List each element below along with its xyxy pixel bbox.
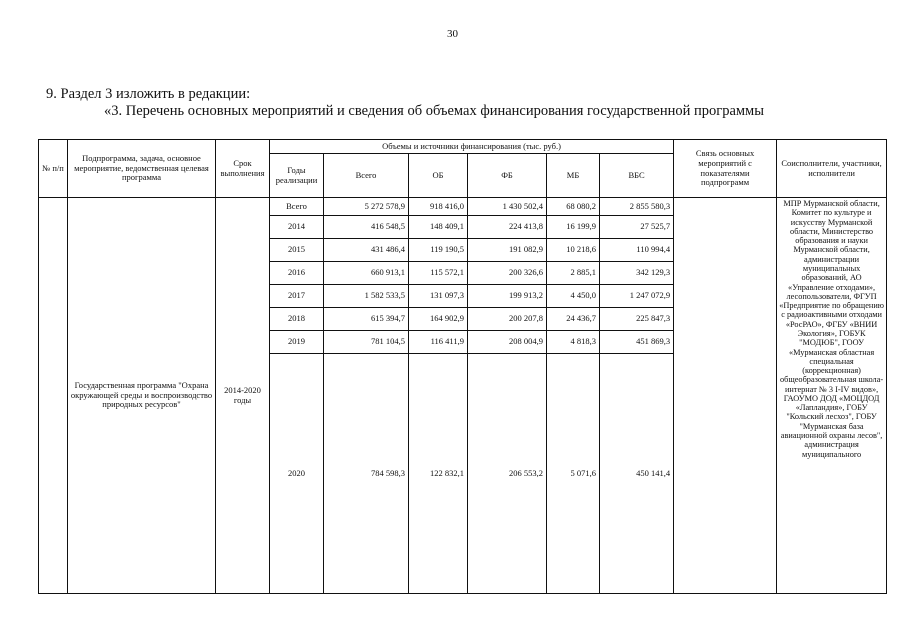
total-cell: 615 394,7	[324, 308, 409, 331]
row-number-cell	[39, 198, 68, 594]
header-executors: Соисполнители, участники, исполнители	[777, 140, 887, 198]
mb-cell: 68 080,2	[547, 198, 600, 216]
header-years: Годы реализации	[270, 154, 324, 198]
fb-cell: 206 553,2	[468, 354, 547, 594]
header-num: № п/п	[39, 140, 68, 198]
ob-cell: 164 902,9	[409, 308, 468, 331]
year-cell: Всего	[270, 198, 324, 216]
fb-cell: 199 913,2	[468, 285, 547, 308]
fb-cell: 191 082,9	[468, 239, 547, 262]
indicator-link-cell	[674, 198, 777, 594]
header-vbs: ВБС	[600, 154, 674, 198]
vbs-cell: 451 869,3	[600, 331, 674, 354]
year-cell: 2014	[270, 216, 324, 239]
page-number: 30	[447, 28, 458, 40]
total-cell: 5 272 578,9	[324, 198, 409, 216]
year-cell: 2020	[270, 354, 324, 594]
header-link: Связь основных мероприятий с показателями подпрограмм	[674, 140, 777, 198]
header-funding-group: Объемы и источники финансирования (тыс. руб.)	[270, 140, 674, 154]
ob-cell: 119 190,5	[409, 239, 468, 262]
header-total: Всего	[324, 154, 409, 198]
program-period-cell: 2014-2020 годы	[216, 198, 270, 594]
header-ob: ОБ	[409, 154, 468, 198]
header-fb: ФБ	[468, 154, 547, 198]
mb-cell: 16 199,9	[547, 216, 600, 239]
year-cell: 2019	[270, 331, 324, 354]
year-cell: 2015	[270, 239, 324, 262]
vbs-cell: 2 855 580,3	[600, 198, 674, 216]
table-row	[39, 198, 887, 216]
total-cell: 781 104,5	[324, 331, 409, 354]
ob-cell: 122 832,1	[409, 354, 468, 594]
vbs-cell: 27 525,7	[600, 216, 674, 239]
fb-cell: 200 207,8	[468, 308, 547, 331]
ob-cell: 918 416,0	[409, 198, 468, 216]
header-period: Срок выполнения	[216, 140, 270, 198]
ob-cell: 148 409,1	[409, 216, 468, 239]
header-mb: МБ	[547, 154, 600, 198]
ob-cell: 116 411,9	[409, 331, 468, 354]
executors-cell: МПР Мурманской области, Комитет по культуре и искусству Мурманской области, Министерство образования и науки Мурманской области, администрации муниципальных образований, АО «Управление отходами», лесопользователи, ФГУП «Предприятие по обращению с радиоактивными отходами «РосРАО», ФГБУ «ВНИИ Экология», ГОБУК "МОДЮБ", ГООУ «Мурманская областная специальная (коррекционная) общеобразовательная школа-интернат № 3 I-IV видов», ГАОУМО ДОД «МОЦДОД «Лапландия», ГОБУ "Кольский лесхоз", ГОБУ "Мурманская база авиационной охраны лесов", администрация муниципального	[777, 198, 887, 594]
fb-cell: 224 413,8	[468, 216, 547, 239]
total-cell: 784 598,3	[324, 354, 409, 594]
vbs-cell: 342 129,3	[600, 262, 674, 285]
year-cell: 2018	[270, 308, 324, 331]
vbs-cell: 1 247 072,9	[600, 285, 674, 308]
fb-cell: 1 430 502,4	[468, 198, 547, 216]
total-cell: 431 486,4	[324, 239, 409, 262]
total-cell: 416 548,5	[324, 216, 409, 239]
ob-cell: 131 097,3	[409, 285, 468, 308]
vbs-cell: 110 994,4	[600, 239, 674, 262]
year-cell: 2017	[270, 285, 324, 308]
vbs-cell: 225 847,3	[600, 308, 674, 331]
mb-cell: 4 450,0	[547, 285, 600, 308]
ob-cell: 115 572,1	[409, 262, 468, 285]
total-cell: 660 913,1	[324, 262, 409, 285]
section-instruction: 9. Раздел 3 изложить в редакции:	[46, 86, 251, 102]
total-cell: 1 582 533,5	[324, 285, 409, 308]
financing-table	[38, 139, 887, 594]
year-cell: 2016	[270, 262, 324, 285]
header-subprogram: Подпрограмма, задача, основное мероприятие, ведомственная целевая программа	[68, 140, 216, 198]
program-name-cell: Государственная программа "Охрана окружающей среды и воспроизводство природных ресурсов"	[68, 198, 216, 594]
section-title: «3. Перечень основных мероприятий и сведения об объемах финансирования государственной программы	[104, 103, 764, 119]
mb-cell: 10 218,6	[547, 239, 600, 262]
mb-cell: 2 885,1	[547, 262, 600, 285]
fb-cell: 200 326,6	[468, 262, 547, 285]
vbs-cell: 450 141,4	[600, 354, 674, 594]
fb-cell: 208 004,9	[468, 331, 547, 354]
mb-cell: 4 818,3	[547, 331, 600, 354]
mb-cell: 24 436,7	[547, 308, 600, 331]
mb-cell: 5 071,6	[547, 354, 600, 594]
